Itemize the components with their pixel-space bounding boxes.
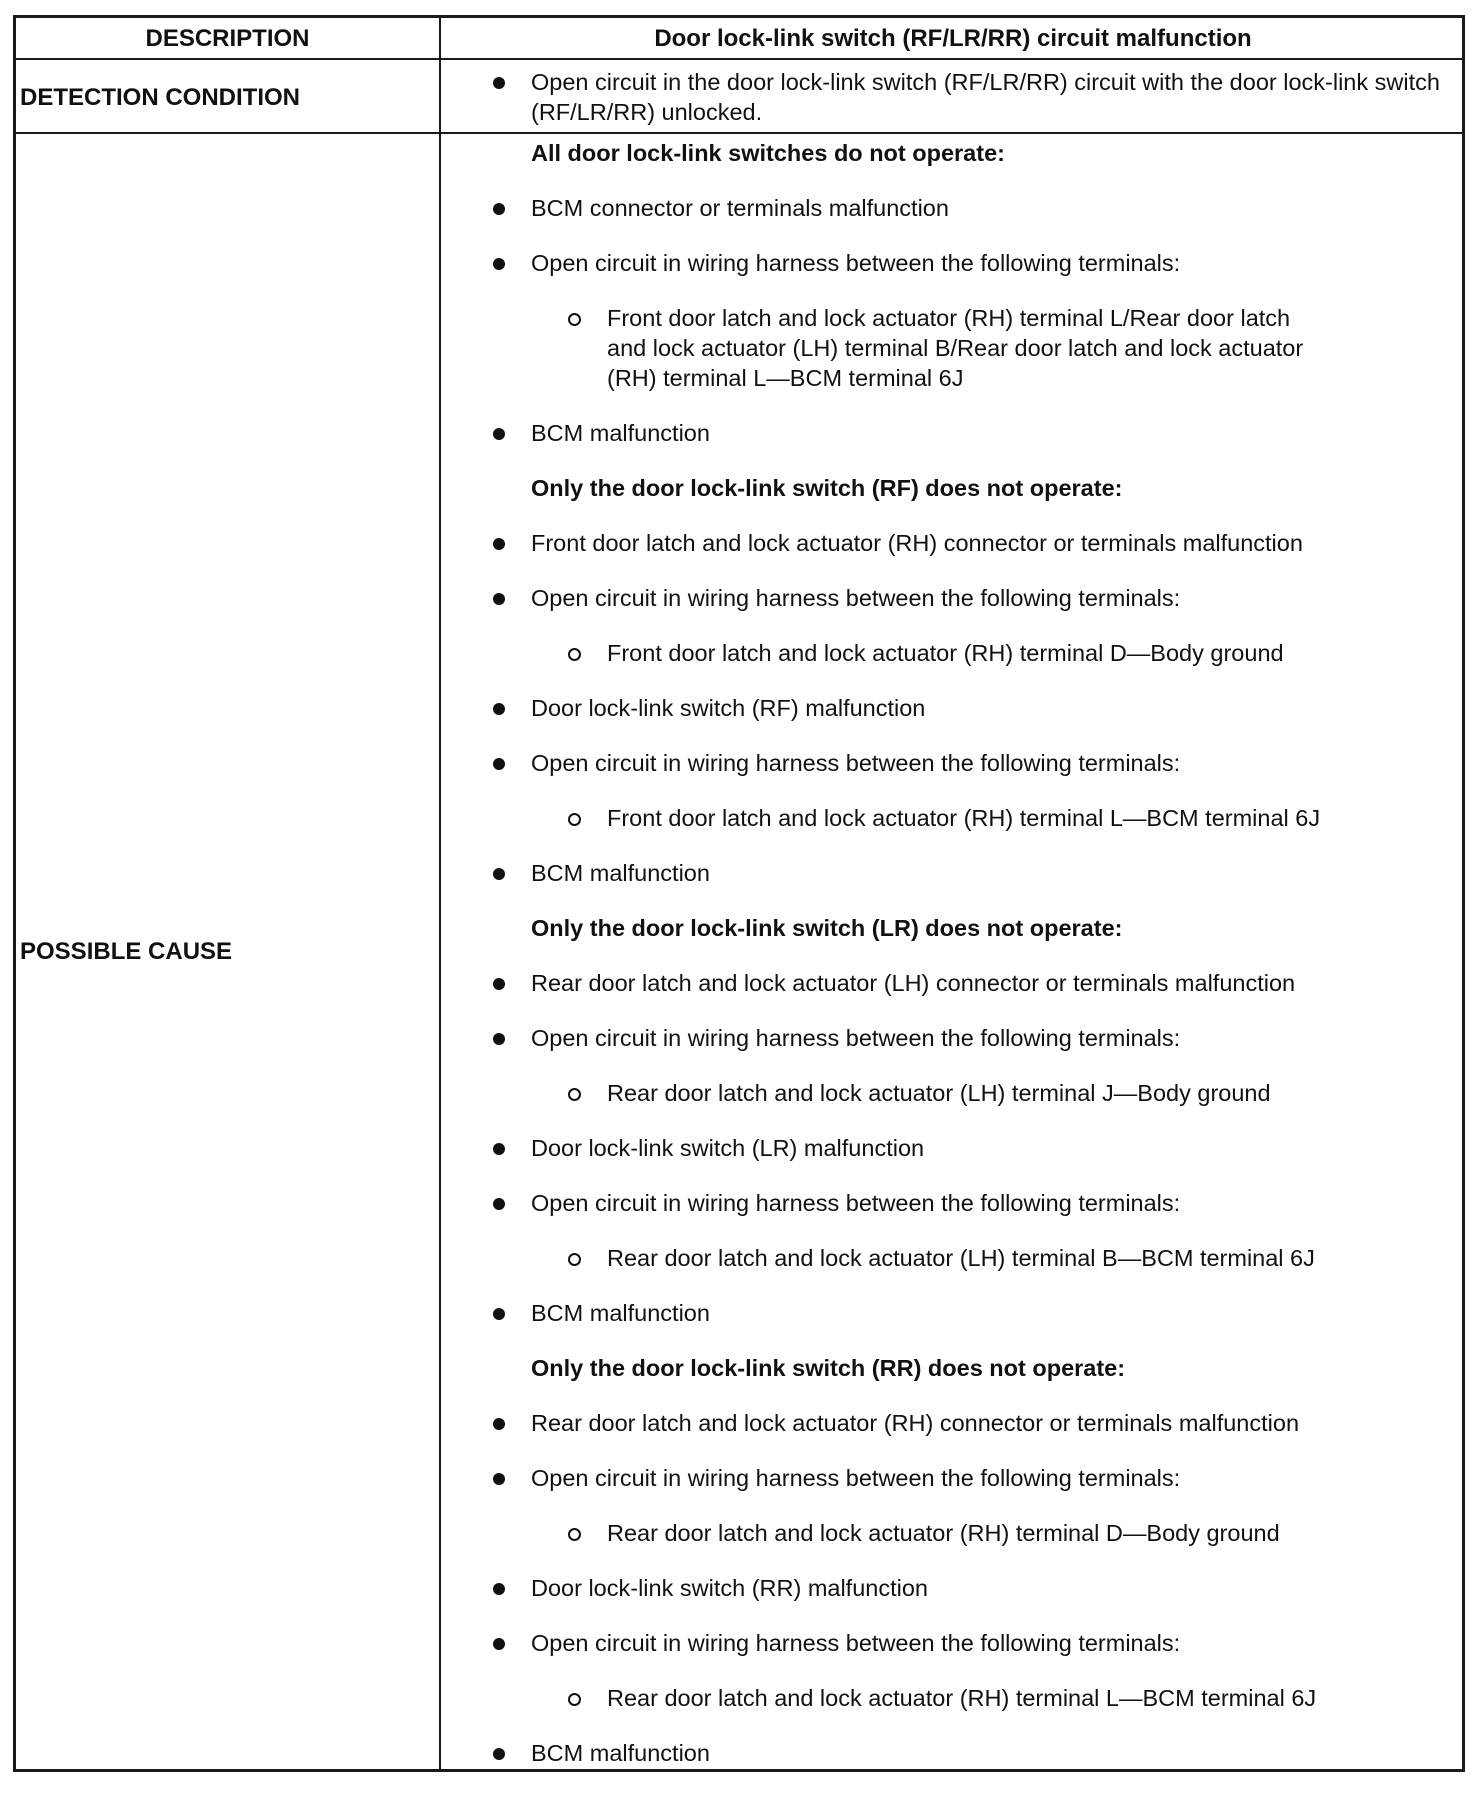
list-item xyxy=(441,1188,1465,1243)
list-item-text: Open circuit in wiring harness between the following terminals: xyxy=(531,250,1181,276)
list-item-text: BCM malfunction xyxy=(531,420,710,446)
sub-list-item-text: Front door latch and lock actuator (RH) terminal L—BCM terminal 6J xyxy=(607,805,1321,831)
bullet-icon xyxy=(493,1198,505,1210)
sub-bullet-icon xyxy=(568,1253,581,1266)
sub-list-item xyxy=(441,1243,1465,1298)
list-item xyxy=(441,528,1465,583)
sub-list-item-text: Rear door latch and lock actuator (RH) terminal L—BCM terminal 6J xyxy=(607,1685,1317,1711)
list-item-text: BCM malfunction xyxy=(531,1300,710,1326)
bullet-icon xyxy=(493,1473,505,1485)
bullet-icon xyxy=(493,1033,505,1045)
cause-group-heading-text: Only the door lock-link switch (RR) does not operate: xyxy=(531,1355,1126,1381)
description-header: DESCRIPTION xyxy=(145,25,310,52)
list-item xyxy=(441,1573,1465,1628)
malfunction-title: Door lock-link switch (RF/LR/RR) circuit malfunction xyxy=(654,25,1252,52)
possible-cause-list xyxy=(441,138,1465,1793)
cause-group-heading-text: All door lock-link switches do not operate: xyxy=(531,140,1005,166)
bullet-icon xyxy=(493,203,505,215)
bullet-icon xyxy=(493,703,505,715)
list-item xyxy=(441,1298,1465,1353)
sub-bullet-icon xyxy=(568,648,581,661)
sub-bullet-icon xyxy=(568,1088,581,1101)
sub-bullet-icon xyxy=(568,813,581,826)
sub-list-item-text: Front door latch and lock actuator (RH) terminal D—Body ground xyxy=(607,640,1284,666)
list-item xyxy=(441,968,1465,1023)
sub-list-item xyxy=(441,1078,1465,1133)
diagnostic-table xyxy=(13,15,1465,1772)
list-item-text: BCM malfunction xyxy=(531,1740,710,1766)
bullet-icon xyxy=(493,978,505,990)
sub-list-item-text: Rear door latch and lock actuator (LH) terminal J—Body ground xyxy=(607,1080,1271,1106)
list-item xyxy=(441,193,1465,248)
list-item-text: Open circuit in wiring harness between the following terminals: xyxy=(531,1465,1181,1491)
bullet-icon xyxy=(493,258,505,270)
list-item xyxy=(441,1408,1465,1463)
bullet-icon xyxy=(493,1143,505,1155)
list-item-text: Door lock-link switch (RR) malfunction xyxy=(531,1575,928,1601)
bullet-icon xyxy=(493,428,505,440)
bullet-icon xyxy=(493,1308,505,1320)
list-item-text: Open circuit in wiring harness between the following terminals: xyxy=(531,1190,1181,1216)
list-item xyxy=(441,583,1465,638)
detection-condition-label: DETECTION CONDITION xyxy=(20,84,300,111)
sub-list-item xyxy=(441,638,1465,693)
list-item-text: Open circuit in the door lock-link switch (RF/LR/RR) circuit with the door lock-link switch (RF/LR/RR) unlocked. xyxy=(531,69,1440,125)
cause-group-heading-text: Only the door lock-link switch (LR) does not operate: xyxy=(531,915,1123,941)
row-divider-detection xyxy=(16,132,1462,134)
sub-bullet-icon xyxy=(568,1528,581,1541)
list-item-text: Front door latch and lock actuator (RH) connector or terminals malfunction xyxy=(531,530,1303,556)
list-item xyxy=(441,1628,1465,1683)
list-item-text: Open circuit in wiring harness between the following terminals: xyxy=(531,750,1181,776)
sub-list-item-text: Rear door latch and lock actuator (LH) terminal B—BCM terminal 6J xyxy=(607,1245,1315,1271)
cause-group-heading xyxy=(441,913,1465,968)
list-item xyxy=(441,248,1465,303)
bullet-icon xyxy=(493,1748,505,1760)
sub-list-item xyxy=(441,1683,1465,1738)
bullet-icon xyxy=(493,1418,505,1430)
list-item xyxy=(441,1133,1465,1188)
list-item-text: Rear door latch and lock actuator (LH) connector or terminals malfunction xyxy=(531,970,1296,996)
sub-list-item xyxy=(441,1518,1465,1573)
list-item xyxy=(441,858,1465,913)
bullet-icon xyxy=(493,1638,505,1650)
cause-group-heading xyxy=(441,1353,1465,1408)
cause-group-heading xyxy=(441,138,1465,193)
detection-condition-content xyxy=(441,67,1465,127)
list-item xyxy=(441,1463,1465,1518)
list-item-text: BCM malfunction xyxy=(531,860,710,886)
possible-cause-label: POSSIBLE CAUSE xyxy=(20,938,233,965)
list-item xyxy=(441,418,1465,473)
row-divider-header xyxy=(16,58,1462,60)
cause-group-heading-text: Only the door lock-link switch (RF) does not operate: xyxy=(531,475,1123,501)
bullet-icon xyxy=(493,593,505,605)
list-item-text: Rear door latch and lock actuator (RH) connector or terminals malfunction xyxy=(531,1410,1300,1436)
sub-bullet-icon xyxy=(568,313,581,326)
list-item xyxy=(441,67,1451,127)
list-item xyxy=(441,693,1465,748)
sub-list-item xyxy=(441,803,1465,858)
bullet-icon xyxy=(493,758,505,770)
list-item-text: Open circuit in wiring harness between the following terminals: xyxy=(531,1630,1181,1656)
sub-list-item-text: Front door latch and lock actuator (RH) terminal L/Rear door latch and lock actuator (LH) terminal B/Rear door latch and lock actuator (RH) terminal L—BCM terminal 6J xyxy=(607,305,1304,391)
list-item-text: Open circuit in wiring harness between the following terminals: xyxy=(531,1025,1181,1051)
sub-list-item xyxy=(441,303,1327,418)
sub-list-item-text: Rear door latch and lock actuator (RH) terminal D—Body ground xyxy=(607,1520,1280,1546)
list-item-text: BCM connector or terminals malfunction xyxy=(531,195,949,221)
list-item-text: Open circuit in wiring harness between the following terminals: xyxy=(531,585,1181,611)
list-item xyxy=(441,748,1465,803)
bullet-icon xyxy=(493,868,505,880)
bullet-icon xyxy=(493,77,505,89)
bullet-icon xyxy=(493,538,505,550)
list-item xyxy=(441,1023,1465,1078)
list-item-text: Door lock-link switch (RF) malfunction xyxy=(531,695,926,721)
cause-group-heading xyxy=(441,473,1465,528)
sub-bullet-icon xyxy=(568,1693,581,1706)
list-item-text: Door lock-link switch (LR) malfunction xyxy=(531,1135,925,1161)
bullet-icon xyxy=(493,1583,505,1595)
list-item xyxy=(441,1738,1465,1793)
